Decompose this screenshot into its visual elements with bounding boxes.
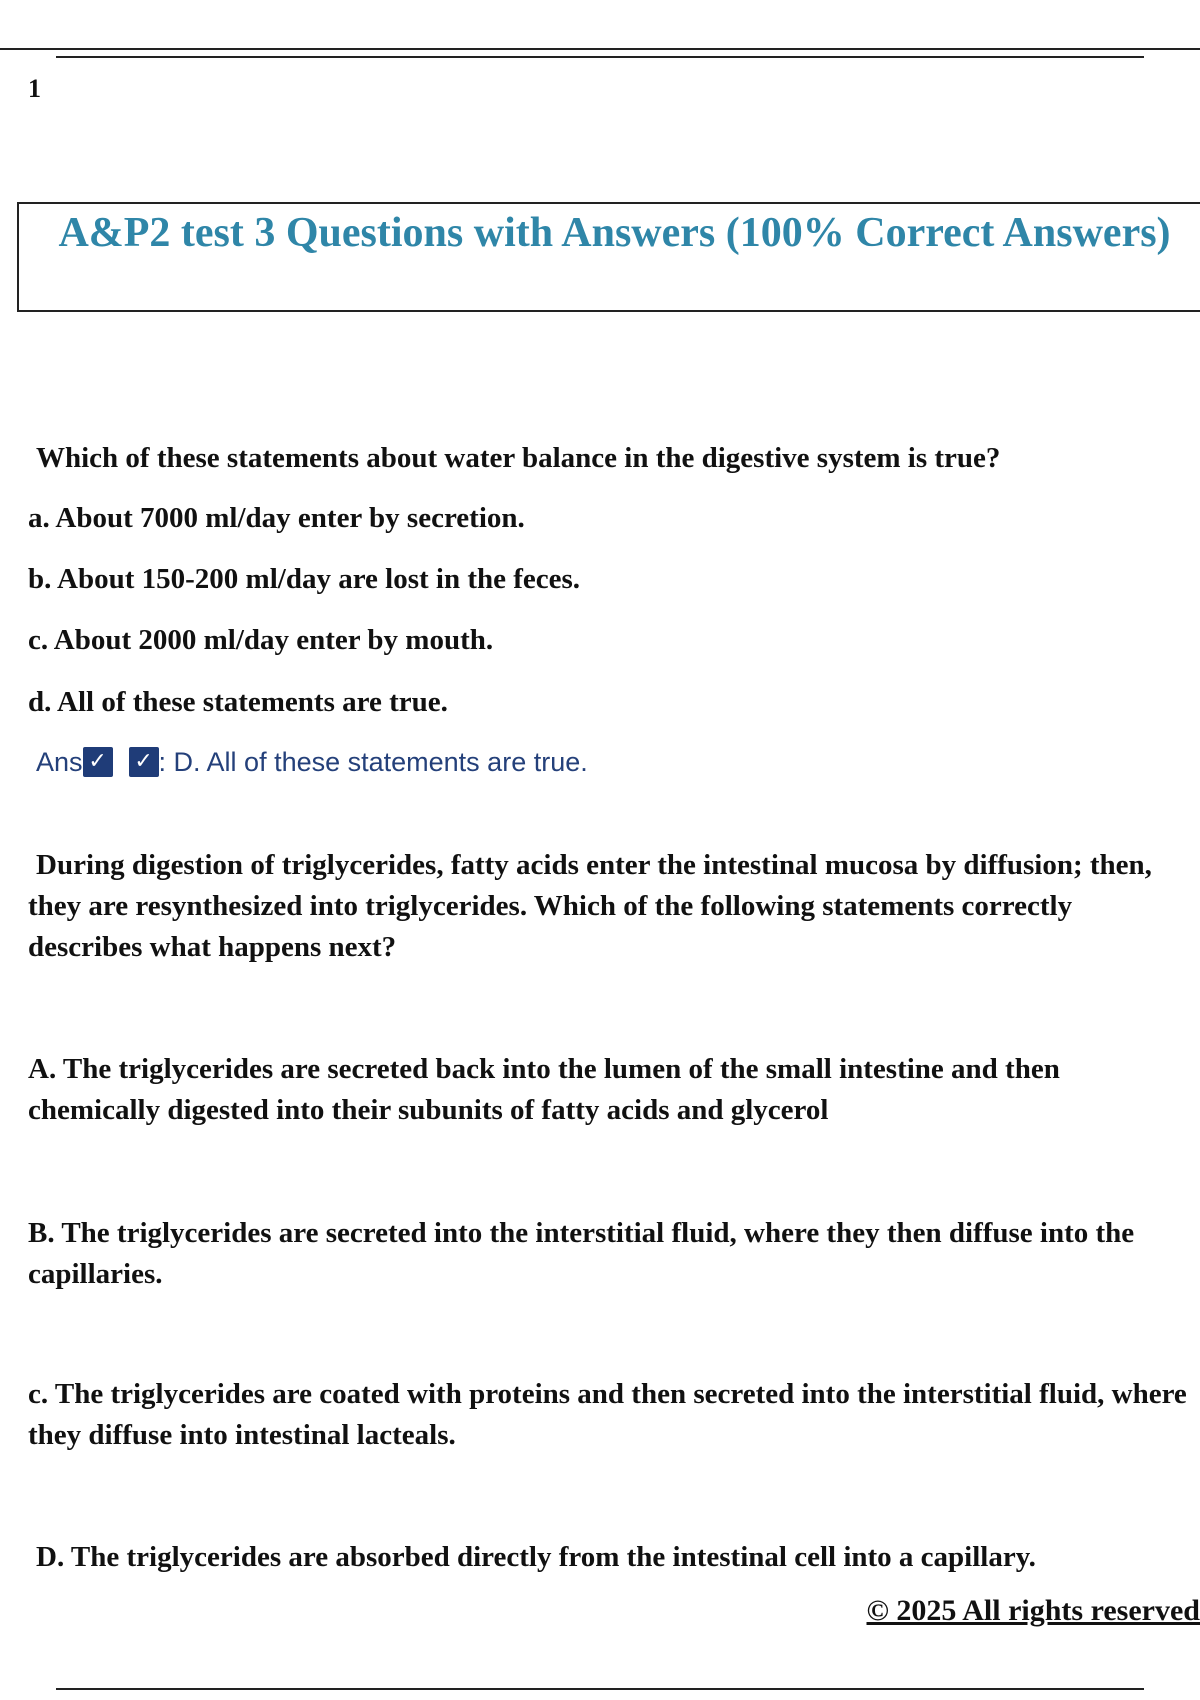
answer-prefix: Ans — [36, 747, 83, 777]
document-title: A&P2 test 3 Questions with Answers (100% Correct Answers) — [58, 210, 1171, 256]
question-2-option-d: D. The triglycerides are absorbed directly from the intestinal cell into a capillary. — [36, 1541, 1036, 1573]
question-1-answer — [36, 742, 588, 782]
question-1-option-b: b. About 150-200 ml/day are lost in the feces. — [28, 563, 581, 595]
question-1-option-c: c. About 2000 ml/day enter by mouth. — [28, 624, 494, 656]
copyright-notice: © 2025 All rights reserved — [866, 1594, 1200, 1627]
page-number: 1 — [28, 74, 41, 103]
checkbox-checked-icon: ✓ — [83, 747, 113, 777]
question-1-option-d: d. All of these statements are true. — [28, 686, 448, 718]
question-1-option-a: a. About 7000 ml/day enter by secretion. — [28, 502, 525, 534]
footer-rule — [56, 1688, 1144, 1690]
question-2-option-c: c. The triglycerides are coated with proteins and then secreted into the interstitial fluid, where they diffuse into intestinal lacteals. — [28, 1378, 1187, 1451]
question-2-text: During digestion of triglycerides, fatty acids enter the intestinal mucosa by diffusion; then, they are resynthesized into triglycerides. Which of the following statements correctly describes what happens next? — [28, 849, 1152, 963]
header-rule-inner — [56, 56, 1144, 58]
question-1-text: Which of these statements about water balance in the digestive system is true? — [36, 442, 1001, 474]
header-rule-outer — [0, 48, 1200, 50]
question-2-option-a: A. The triglycerides are secreted back into the lumen of the small intestine and then chemically digested into their subunits of fatty acids and glycerol — [28, 1053, 1060, 1126]
answer-text: : D. All of these statements are true. — [158, 747, 588, 777]
checkbox-checked-icon: ✓ — [129, 747, 159, 777]
question-2-option-b: B. The triglycerides are secreted into the interstitial fluid, where they then diffuse into the capillaries. — [28, 1217, 1135, 1290]
